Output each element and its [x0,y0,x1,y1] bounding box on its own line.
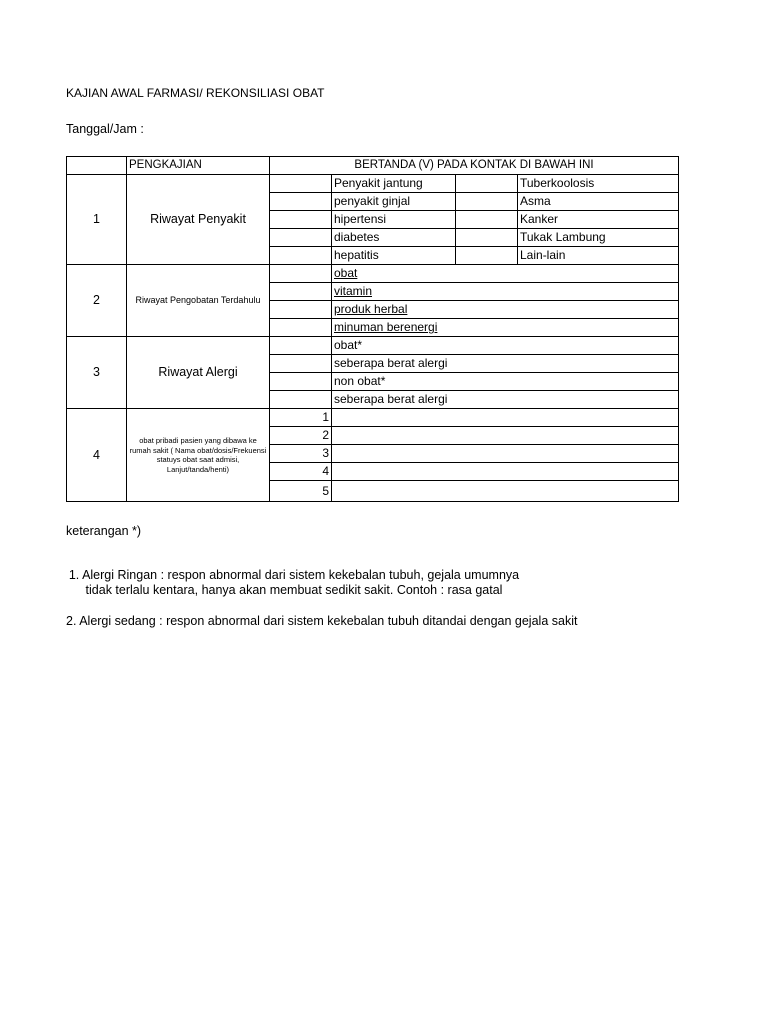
date-time-label: Tanggal/Jam : [66,122,144,136]
medication-history-label: obat [332,265,679,283]
condition-label: penyakit ginjal [332,193,456,211]
table-row [67,265,679,283]
allergy-label: seberapa berat alergi [332,391,679,409]
condition-label: Tuberkoolosis [518,175,679,193]
medication-history-label: minuman berenergi [332,319,679,337]
medication-history-label: vitamin [332,283,679,301]
checkbox-cell[interactable] [456,175,518,193]
section1-number: 1 [67,175,127,265]
allergy-label: seberapa berat alergi [332,355,679,373]
section4-label: obat pribadi pasien yang dibawa ke rumah sakit ( Nama obat/dosis/Frekuensi statuys obat saat admisi, Lanjut/tanda/henti) [127,409,270,502]
row-number: 5 [270,481,332,502]
personal-medication-entry[interactable] [332,463,679,481]
checkbox-cell[interactable] [456,247,518,265]
notes-label: keterangan *) [66,524,142,538]
personal-medication-entry[interactable] [332,427,679,445]
condition-label: Asma [518,193,679,211]
checkbox-cell[interactable] [270,337,332,355]
section3-number: 3 [67,337,127,409]
personal-medication-entry[interactable] [332,409,679,427]
personal-medication-entry[interactable] [332,445,679,463]
checkbox-cell[interactable] [456,211,518,229]
condition-label: hepatitis [332,247,456,265]
checkbox-cell[interactable] [270,247,332,265]
row-number: 2 [270,427,332,445]
condition-label: diabetes [332,229,456,247]
table-row [67,175,679,193]
condition-label: Tukak Lambung [518,229,679,247]
table-header-row [67,157,679,175]
row-number: 3 [270,445,332,463]
condition-label: Penyakit jantung [332,175,456,193]
row-number: 4 [270,463,332,481]
medication-history-label: produk herbal [332,301,679,319]
checkbox-cell[interactable] [270,175,332,193]
table-row [67,337,679,355]
checkbox-cell[interactable] [270,283,332,301]
condition-label: hipertensi [332,211,456,229]
note-moderate-allergy: 2. Alergi sedang : respon abnormal dari sistem kekebalan tubuh ditandai dengan gejala sakit [66,614,578,628]
allergy-label: obat* [332,337,679,355]
checkbox-cell[interactable] [456,229,518,247]
checkbox-cell[interactable] [270,373,332,391]
section3-label: Riwayat Alergi [127,337,270,409]
checkbox-cell[interactable] [270,229,332,247]
condition-label: Kanker [518,211,679,229]
document-title: KAJIAN AWAL FARMASI/ REKONSILIASI OBAT [66,86,325,100]
checkbox-cell[interactable] [270,301,332,319]
section4-number: 4 [67,409,127,502]
checkbox-cell[interactable] [270,319,332,337]
assessment-table [66,156,679,502]
table-row [67,409,679,427]
note-mild-allergy: 1. Alergi Ringan : respon abnormal dari sistem kekebalan tubuh, gejala umumnya tidak terlalu kentara, hanya akan membuat sedikit sakit. Contoh : rasa gatal [68,568,520,597]
header-instruction: BERTANDA (V) PADA KONTAK DI BAWAH INI [270,157,679,175]
condition-label: Lain-lain [518,247,679,265]
row-number: 1 [270,409,332,427]
section2-number: 2 [67,265,127,337]
section1-label: Riwayat Penyakit [127,175,270,265]
checkbox-cell[interactable] [270,265,332,283]
checkbox-cell[interactable] [270,391,332,409]
personal-medication-entry[interactable] [332,481,679,502]
checkbox-cell[interactable] [456,193,518,211]
checkbox-cell[interactable] [270,355,332,373]
section2-label: Riwayat Pengobatan Terdahulu [127,265,270,337]
checkbox-cell[interactable] [270,211,332,229]
checkbox-cell[interactable] [270,193,332,211]
header-assessment: PENGKAJIAN [127,157,270,175]
header-number-cell [67,157,127,175]
allergy-label: non obat* [332,373,679,391]
